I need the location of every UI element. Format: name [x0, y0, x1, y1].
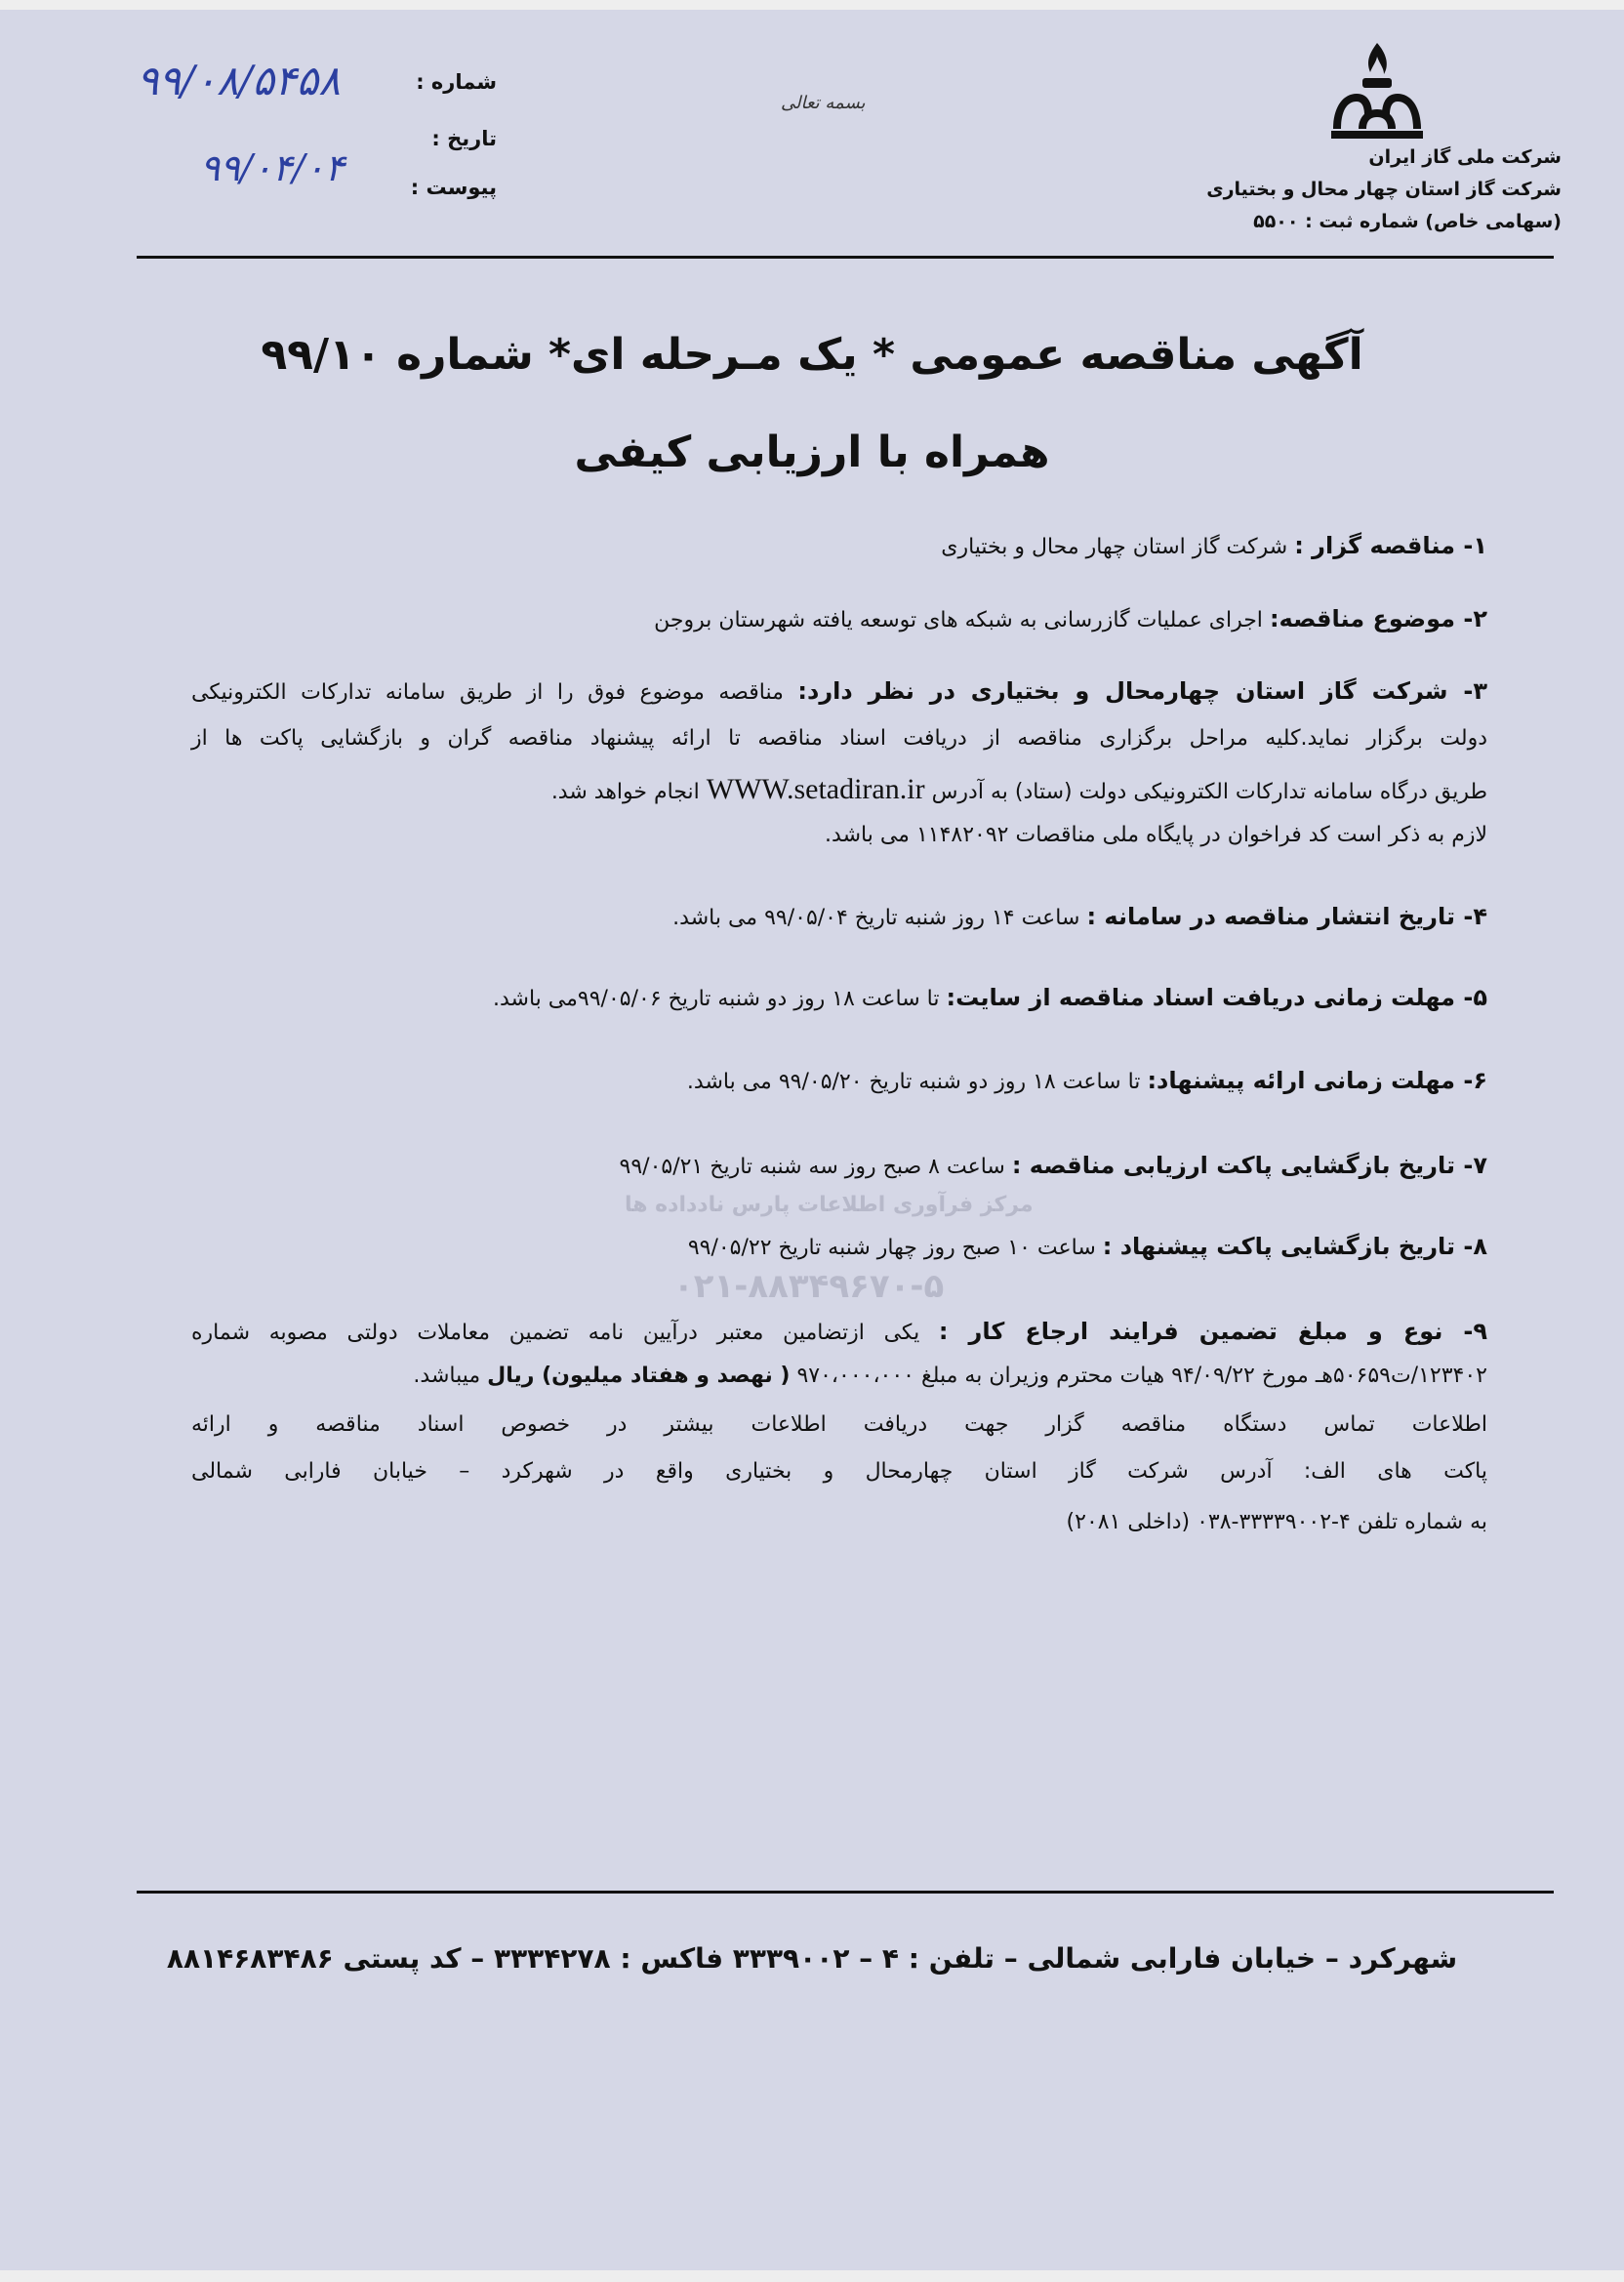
- item-1: [941, 532, 1487, 559]
- item-5-text: تا ساعت ۱۸ روز دو شنبه تاریخ ۹۹/۰۵/۰۶می باشد.: [492, 987, 940, 1011]
- item-7-label: ۷- تاریخ بازگشایی پاکت ارزیابی مناقصه :: [1011, 1152, 1487, 1179]
- item-1-label: ۱- مناقصه گزار :: [1294, 532, 1487, 559]
- item-8: [688, 1233, 1487, 1260]
- item-8-text: ساعت ۱۰ صبح روز چهار شنبه تاریخ ۹۹/۰۵/۲۲: [687, 1236, 1096, 1260]
- tender-subtitle: همراه با ارزیابی کیفی: [574, 428, 1050, 477]
- item-9-text-1: یکی ازتضامین معتبر درآیین نامه تضمین معاملات دولتی مصوبه شماره: [191, 1321, 920, 1345]
- item-3-line-1: [191, 677, 1487, 705]
- item-9-text-2a: ۱۲۳۴۰۲/ت۵۰۶۵۹هـ مورخ ۹۴/۰۹/۲۲ هیات محترم وزیران به مبلغ ۹۷۰،۰۰۰،۰۰۰: [796, 1364, 1487, 1388]
- item-4-label: ۴- تاریخ انتشار مناقصه در سامانه :: [1086, 903, 1487, 930]
- item-9-label: ۹- نوع و مبلغ تضمین فرایند ارجاع کار :: [938, 1318, 1487, 1345]
- item-7: [620, 1152, 1487, 1179]
- item-4: [672, 903, 1487, 930]
- item-3-line-2: دولت برگزار نماید.کلیه مراحل برگزاری مناقصه از دریافت اسناد مناقصه تا ارائه پیشنهاد مناقصه گران و بازگشایی پاکت ها از: [191, 726, 1487, 751]
- item-9-amount-words: ( نهصد و هفتاد میلیون) ریال: [487, 1364, 791, 1388]
- item-5: [493, 984, 1487, 1011]
- date-value: ۹۹/۰۴/۰۴: [200, 146, 345, 189]
- item-3-label: ۳- شرکت گاز استان چهارمحال و بختیاری در نظر دارد:: [797, 677, 1488, 705]
- scan-edge-bottom: [0, 2270, 1624, 2282]
- item-2-label: ۲- موضوع مناقصه:: [1269, 605, 1487, 632]
- item-2: [654, 605, 1487, 632]
- item-6-label: ۶- مهلت زمانی ارائه پیشنهاد:: [1147, 1067, 1487, 1094]
- item-3-line-3: [551, 773, 1487, 806]
- item-3-text-3b: انجام خواهد شد.: [550, 780, 700, 804]
- item-6: [687, 1067, 1487, 1094]
- contact-line-1: اطلاعات تماس دستگاه مناقصه گزار جهت دریافت اطلاعات بیشتر در خصوص اسناد مناقصه و ارائه: [191, 1412, 1487, 1437]
- national-iranian-gas-logo-icon: [1329, 39, 1425, 142]
- header-rule: [137, 256, 1554, 259]
- watermark-phone: ۰۲۱-۸۸۳۴۹۶۷۰-۵: [673, 1267, 945, 1306]
- org-registration: (سهامی خاص) شماره ثبت : ۵۵۰۰: [1253, 211, 1562, 232]
- number-value: ۹۹/۰۸/۵۴۵۸: [137, 57, 341, 104]
- item-6-text: تا ساعت ۱۸ روز دو شنبه تاریخ ۹۹/۰۵/۲۰ می باشد.: [686, 1070, 1141, 1094]
- org-province: شرکت گاز استان چهار محال و بختیاری: [1206, 179, 1562, 200]
- item-2-text: اجرای عملیات گازرسانی به شبکه های توسعه یافته شهرستان بروجن: [654, 608, 1263, 632]
- tender-title: آگهی مناقصه عمومی * یک مـرحله ای* شماره ۹۹/۱۰: [261, 330, 1363, 380]
- item-9-line-1: [191, 1318, 1487, 1345]
- org-name: شرکت ملی گاز ایران: [1368, 146, 1562, 168]
- item-5-label: ۵- مهلت زمانی دریافت اسناد مناقصه از سایت:: [946, 984, 1487, 1011]
- watermark-text: مرکز فرآوری اطلاعات پارس نادداده ها: [625, 1193, 1034, 1217]
- footer-rule: [137, 1891, 1554, 1894]
- number-label: شماره :: [416, 70, 497, 94]
- item-4-text: ساعت ۱۴ روز شنبه تاریخ ۹۹/۰۵/۰۴ می باشد.: [672, 906, 1080, 930]
- footer-address: شهرکرد – خیابان فارابی شمالی – تلفن : ۴ – ۳۳۳۹۰۰۲ فاکس : ۳۳۳۴۲۷۸ – کد پستی ۸۸۱۴۶۸۳۴۸۶: [166, 1942, 1458, 1975]
- scan-edge-top: [0, 0, 1624, 10]
- item-3-text-3a: طریق درگاه سامانه تدارکات الکترونیکی دولت (ستاد) به آدرس: [931, 780, 1487, 804]
- item-3-line-4: لازم به ذکر است کد فراخوان در پایگاه ملی مناقصات ۱۱۴۸۲۰۹۲ می باشد.: [825, 823, 1487, 847]
- setadiran-url[interactable]: WWW.setadiran.ir: [706, 773, 925, 805]
- date-label: تاریخ :: [431, 127, 497, 150]
- item-1-text: شرکت گاز استان چهار محال و بختیاری: [941, 535, 1288, 559]
- contact-line-3: به شماره تلفن ۴-۳۳۳۳۹۰۰۲-۰۳۸ (داخلی ۲۰۸۱): [1066, 1510, 1487, 1534]
- item-8-label: ۸- تاریخ بازگشایی پاکت پیشنهاد :: [1102, 1233, 1487, 1260]
- item-7-text: ساعت ۸ صبح روز سه شنبه تاریخ ۹۹/۰۵/۲۱: [619, 1155, 1005, 1179]
- item-9-line-2: [413, 1364, 1487, 1388]
- attachment-label: پیوست :: [410, 176, 497, 199]
- basmala: بسمه تعالی: [781, 93, 866, 113]
- contact-line-2: پاکت های الف: آدرس شرکت گاز استان چهارمحال و بختیاری واقع در شهرکرد – خیابان فارابی شمالی: [191, 1459, 1487, 1484]
- item-3-text-1: مناقصه موضوع فوق را از طریق سامانه تدارکات الکترونیکی: [191, 680, 784, 705]
- item-9-text-2c: میباشد.: [413, 1364, 481, 1388]
